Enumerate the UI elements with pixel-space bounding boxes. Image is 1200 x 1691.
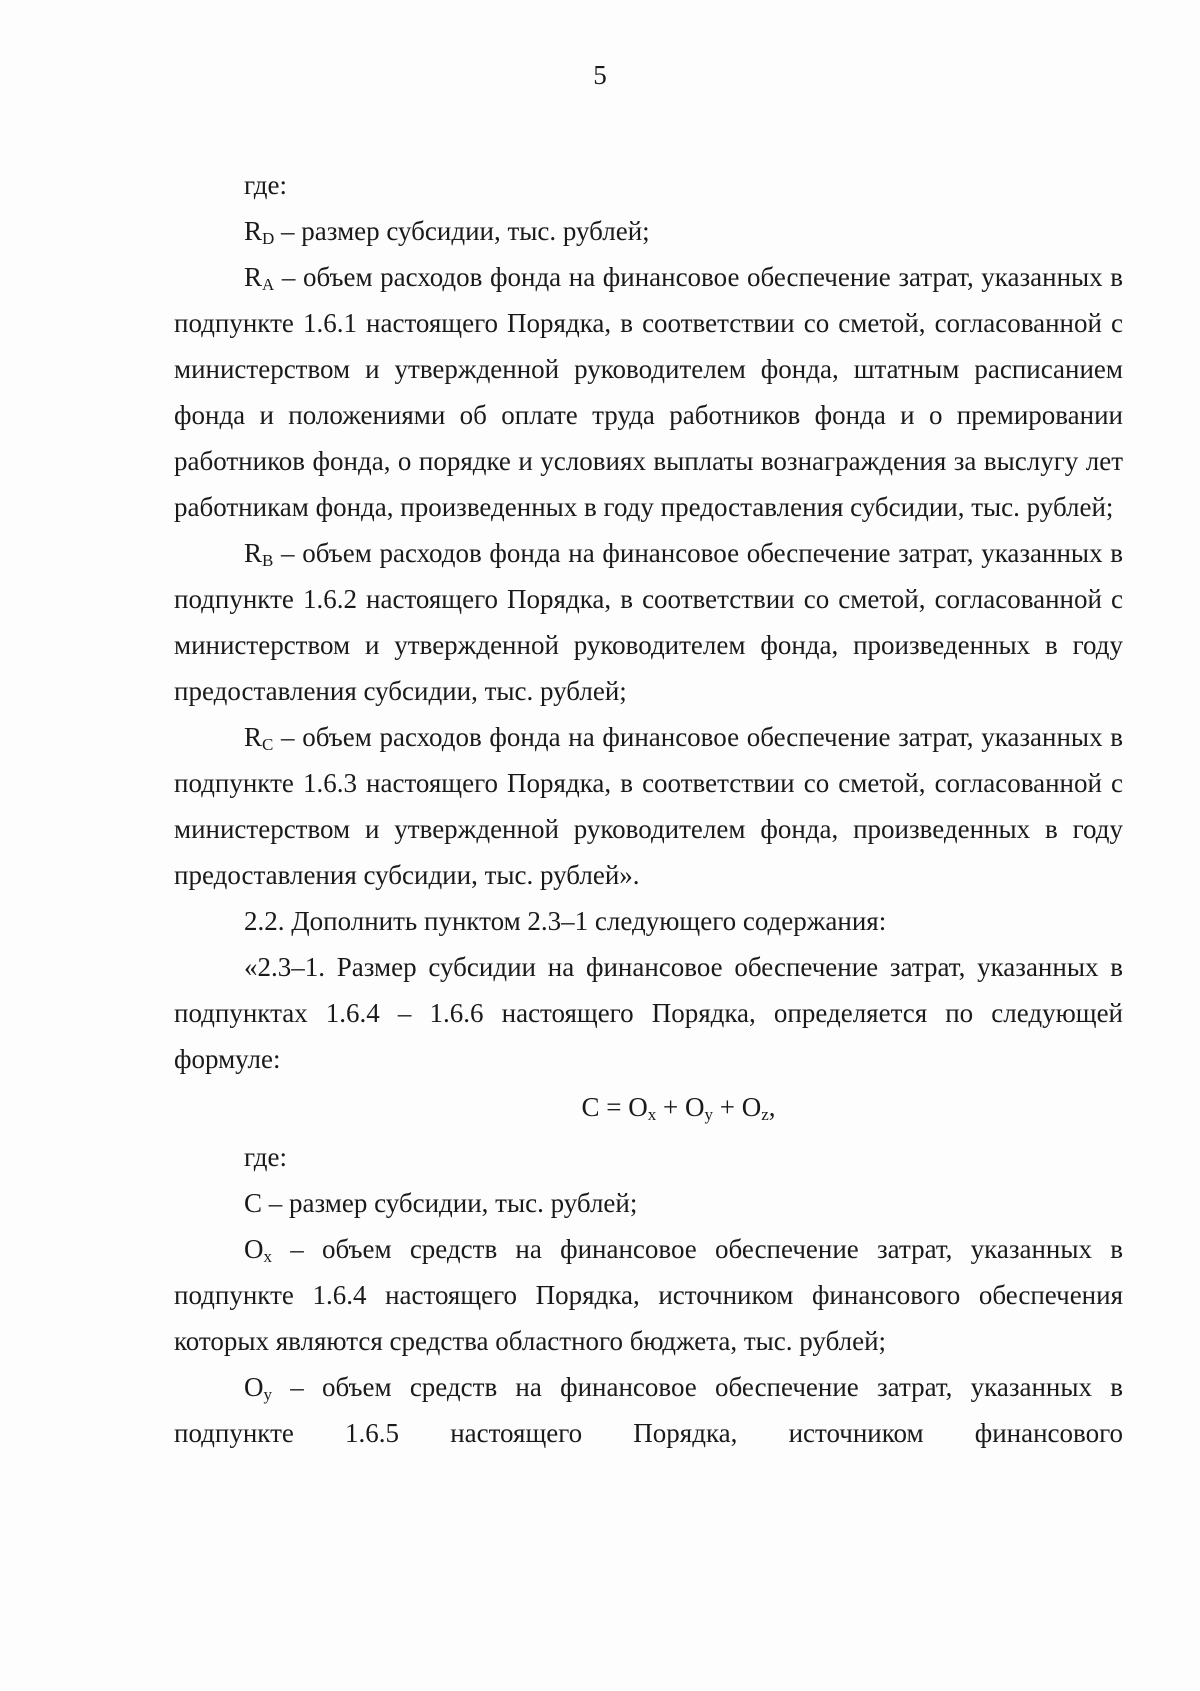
formula-sub-y: y	[704, 1105, 713, 1124]
subscript-oy: y	[263, 1385, 272, 1404]
page-number: 5	[593, 60, 607, 90]
formula-plus-2: + O	[712, 1092, 762, 1122]
subscript-ox: x	[263, 1247, 272, 1266]
definition-c: C – размер субсидии, тыс. рублей;	[244, 1188, 638, 1218]
definition-ra-text: – объем расходов фонда на финансовое обеспечение затрат, указанных в подпункте 1.6.1 настоящего Порядка, в соответствии со сметой, согласованной с министерством и утвержденной руководителем фонда, штатным расписанием фонда и положениями об оплате труда работников фонда и о премировании работников фонда, о порядке и условиях выплаты вознаграждения за выслугу лет работникам фонда, произведенных в году предоставления субсидии, тыс. рублей;	[174, 262, 1123, 522]
symbol-rc: R	[244, 722, 263, 752]
definition-rd	[174, 208, 1123, 254]
symbol-ox: O	[244, 1234, 264, 1264]
formula-plus-1: + O	[656, 1092, 705, 1122]
subscript-ra: A	[262, 275, 275, 294]
formula-sub-x: x	[647, 1105, 657, 1124]
definition-ox-text: – объем средств на финансовое обеспечение затрат, указанных в подпункте 1.6.4 настоящего Порядка, источником финансового обеспечения которых являются средства областного бюджета, тыс. рублей;	[174, 1234, 1123, 1356]
formula-sub-z: z	[761, 1105, 769, 1124]
paragraph-2-3-1: «2.3–1. Размер субсидии на финансовое обеспечение затрат, указанных в подпунктах 1.6.4 – 1.6.6 настоящего Порядка, определяется по следующей формуле:	[174, 952, 1123, 1074]
symbol-rb: R	[244, 538, 263, 568]
formula-end: ,	[768, 1092, 776, 1122]
subscript-rb: B	[262, 551, 274, 570]
body-text	[174, 162, 1123, 1456]
definition-rc	[174, 714, 1123, 898]
symbol-oy: O	[244, 1372, 264, 1402]
intro-where-2: где:	[244, 1142, 287, 1172]
definition-ra	[174, 254, 1123, 530]
subscript-rd: D	[262, 229, 275, 248]
symbol-ra: R	[244, 262, 263, 292]
symbol-rd: R	[244, 216, 263, 246]
definition-oy-text: – объем средств на финансовое обеспечение затрат, указанных в подпункте 1.6.5 настоящего Порядка, источником финансового	[174, 1372, 1123, 1448]
formula-lhs: C = O	[581, 1092, 648, 1122]
definition-oy	[174, 1364, 1123, 1456]
intro-where: где:	[244, 170, 287, 200]
paragraph-2-2: 2.2. Дополнить пунктом 2.3–1 следующего содержания:	[244, 906, 887, 936]
definition-rb-text: – объем расходов фонда на финансовое обеспечение затрат, указанных в подпункте 1.6.2 настоящего Порядка, в соответствии со сметой, согласованной с министерством и утвержденной руководителем фонда, произведенных в году предоставления субсидии, тыс. рублей;	[174, 538, 1123, 706]
definition-rb	[174, 530, 1123, 714]
definition-rc-text: – объем расходов фонда на финансовое обеспечение затрат, указанных в подпункте 1.6.3 настоящего Порядка, в соответствии со сметой, согласованной с министерством и утвержденной руководителем фонда, произведенных в году предоставления субсидии, тыс. рублей».	[174, 722, 1123, 890]
definition-rd-text: – размер субсидии, тыс. рублей;	[274, 216, 650, 246]
definition-ox	[174, 1226, 1123, 1364]
formula	[174, 1084, 1123, 1130]
subscript-rc: C	[262, 735, 274, 754]
